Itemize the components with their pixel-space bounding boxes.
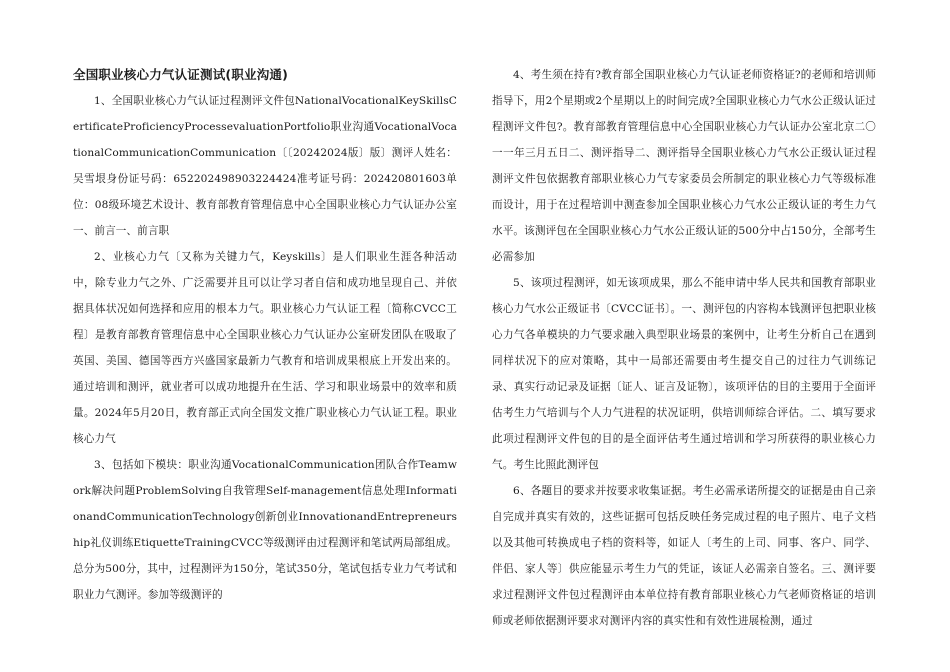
left-column — [73, 62, 457, 608]
paragraph-6: 6、各题目的要求并按要求收集证据。考生必需承诺所提交的证据是由自己亲自完成并真实有效的，这些证据可包括反映任务完成过程的电子照片、电子文档以及其他可转换成电子档的资料等，如证人〔考生的上司、同事、客户、同学、伴侣、家人等〕供应能显示考生力气的凭证，该证人必需亲自签名。三、测评要求过程测评文件包过程测评由本单位持有教育部职业核心力气老师资格证的培训师或老师依据测评要求对测评内容的真实性和有效性进展检测，通过 — [492, 485, 876, 627]
right-column — [492, 62, 876, 634]
paragraph-1: 1、全国职业核心力气认证过程测评文件包NationalVocationalKeySkillsCertificateProficiencyProcessevaluationPortfolio职业沟通VocationalVocationalCommunicationCommunication〔〔20242024版〕版〕测评人姓名：吴雪垠身份证号码：652202498903224424准考证号码：202420801603单位：08级环境艺术设计、教育部教育管理信息中心全国职业核心力气认证办公室一、前言一、前言职 — [73, 95, 457, 237]
paragraph-2: 2、业核心力气〔又称为关键力气，Keyskills〕是人们职业生涯各种活动中，除专业力气之外、广泛需要并且可以让学习者自信和成功地呈现自己、并依据具体状况如何选择和应用的根本力气。职业核心力气认证工程〔简称CVCC工程〕是教育部教育管理信息中心全国职业核心力气认证办公室研发团队在吸取了英国、美国、德国等西方兴盛国家最新力气教育和培训成果根底上开发出来的。通过培训和测评，就业者可以成功地提升在生活、学习和职业场景中的效率和质量。2024年5月20日，教育部正式向全国发文推广职业核心力气认证工程。职业核心力气 — [73, 251, 457, 445]
paragraph-5: 5、该项过程测评，如无该项成果，那么不能申请中华人民共和国教育部职业核心力气水公正级证书〔CVCC证书〕。一、测评包的内容构本钱测评包把职业核心力气各单模块的力气要求融入典型职业场景的案例中，让考生分析自己在遇到同样状况下的应对策略，其中一局部还需要由考生提交自己的过往力气训练记录、真实行动记录及证据〔证人、证言及证物〕，该项评估的目的主要用于全面评估考生力气培训与个人力气进程的状况证明，供培训师综合评估。二、填写要求此项过程测评文件包的目的是全面评估考生通过培训和学习所获得的职业核心力气。考生比照此测评包 — [492, 277, 876, 471]
document-title: 全国职业核心力气认证测试(职业沟通) — [73, 67, 289, 82]
paragraph-4: 4、考生须在持有?教育部全国职业核心力气认证老师资格证?的老师和培训师指导下，用2个星期或2个星期以上的时间完成?全国职业核心力气水公正级认证过程测评文件包?。教育部教育管理信息中心全国职业核心力气认证办公室北京二〇一一年三月五日二、测评指导二、测评指导全国职业核心力气水公正级认证过程测评文件包依据教育部职业核心力气专家委员会所制定的职业核心力气等级标准而设计，用于在过程培训中测查参加全国职业核心力气水公正级认证的考生力气水平。该测评包在全国职业核心力气水公正级认证的500分中占150分，全部考生必需参加 — [492, 69, 876, 263]
paragraph-3: 3、包括如下模块：职业沟通VocationalCommunication团队合作Teamwork解决问题ProblemSolving自我管理Self-management信息处理InformationandCommunicationTechnology创新创业InnovationandEntrepreneurship礼仪训练EtiquetteTrainingCVCC等级测评由过程测评和笔试两局部组成。总分为500分，其中，过程测评为150分，笔试350分，笔试包括专业力气考试和职业力气测评。参加等级测评的 — [73, 459, 457, 601]
